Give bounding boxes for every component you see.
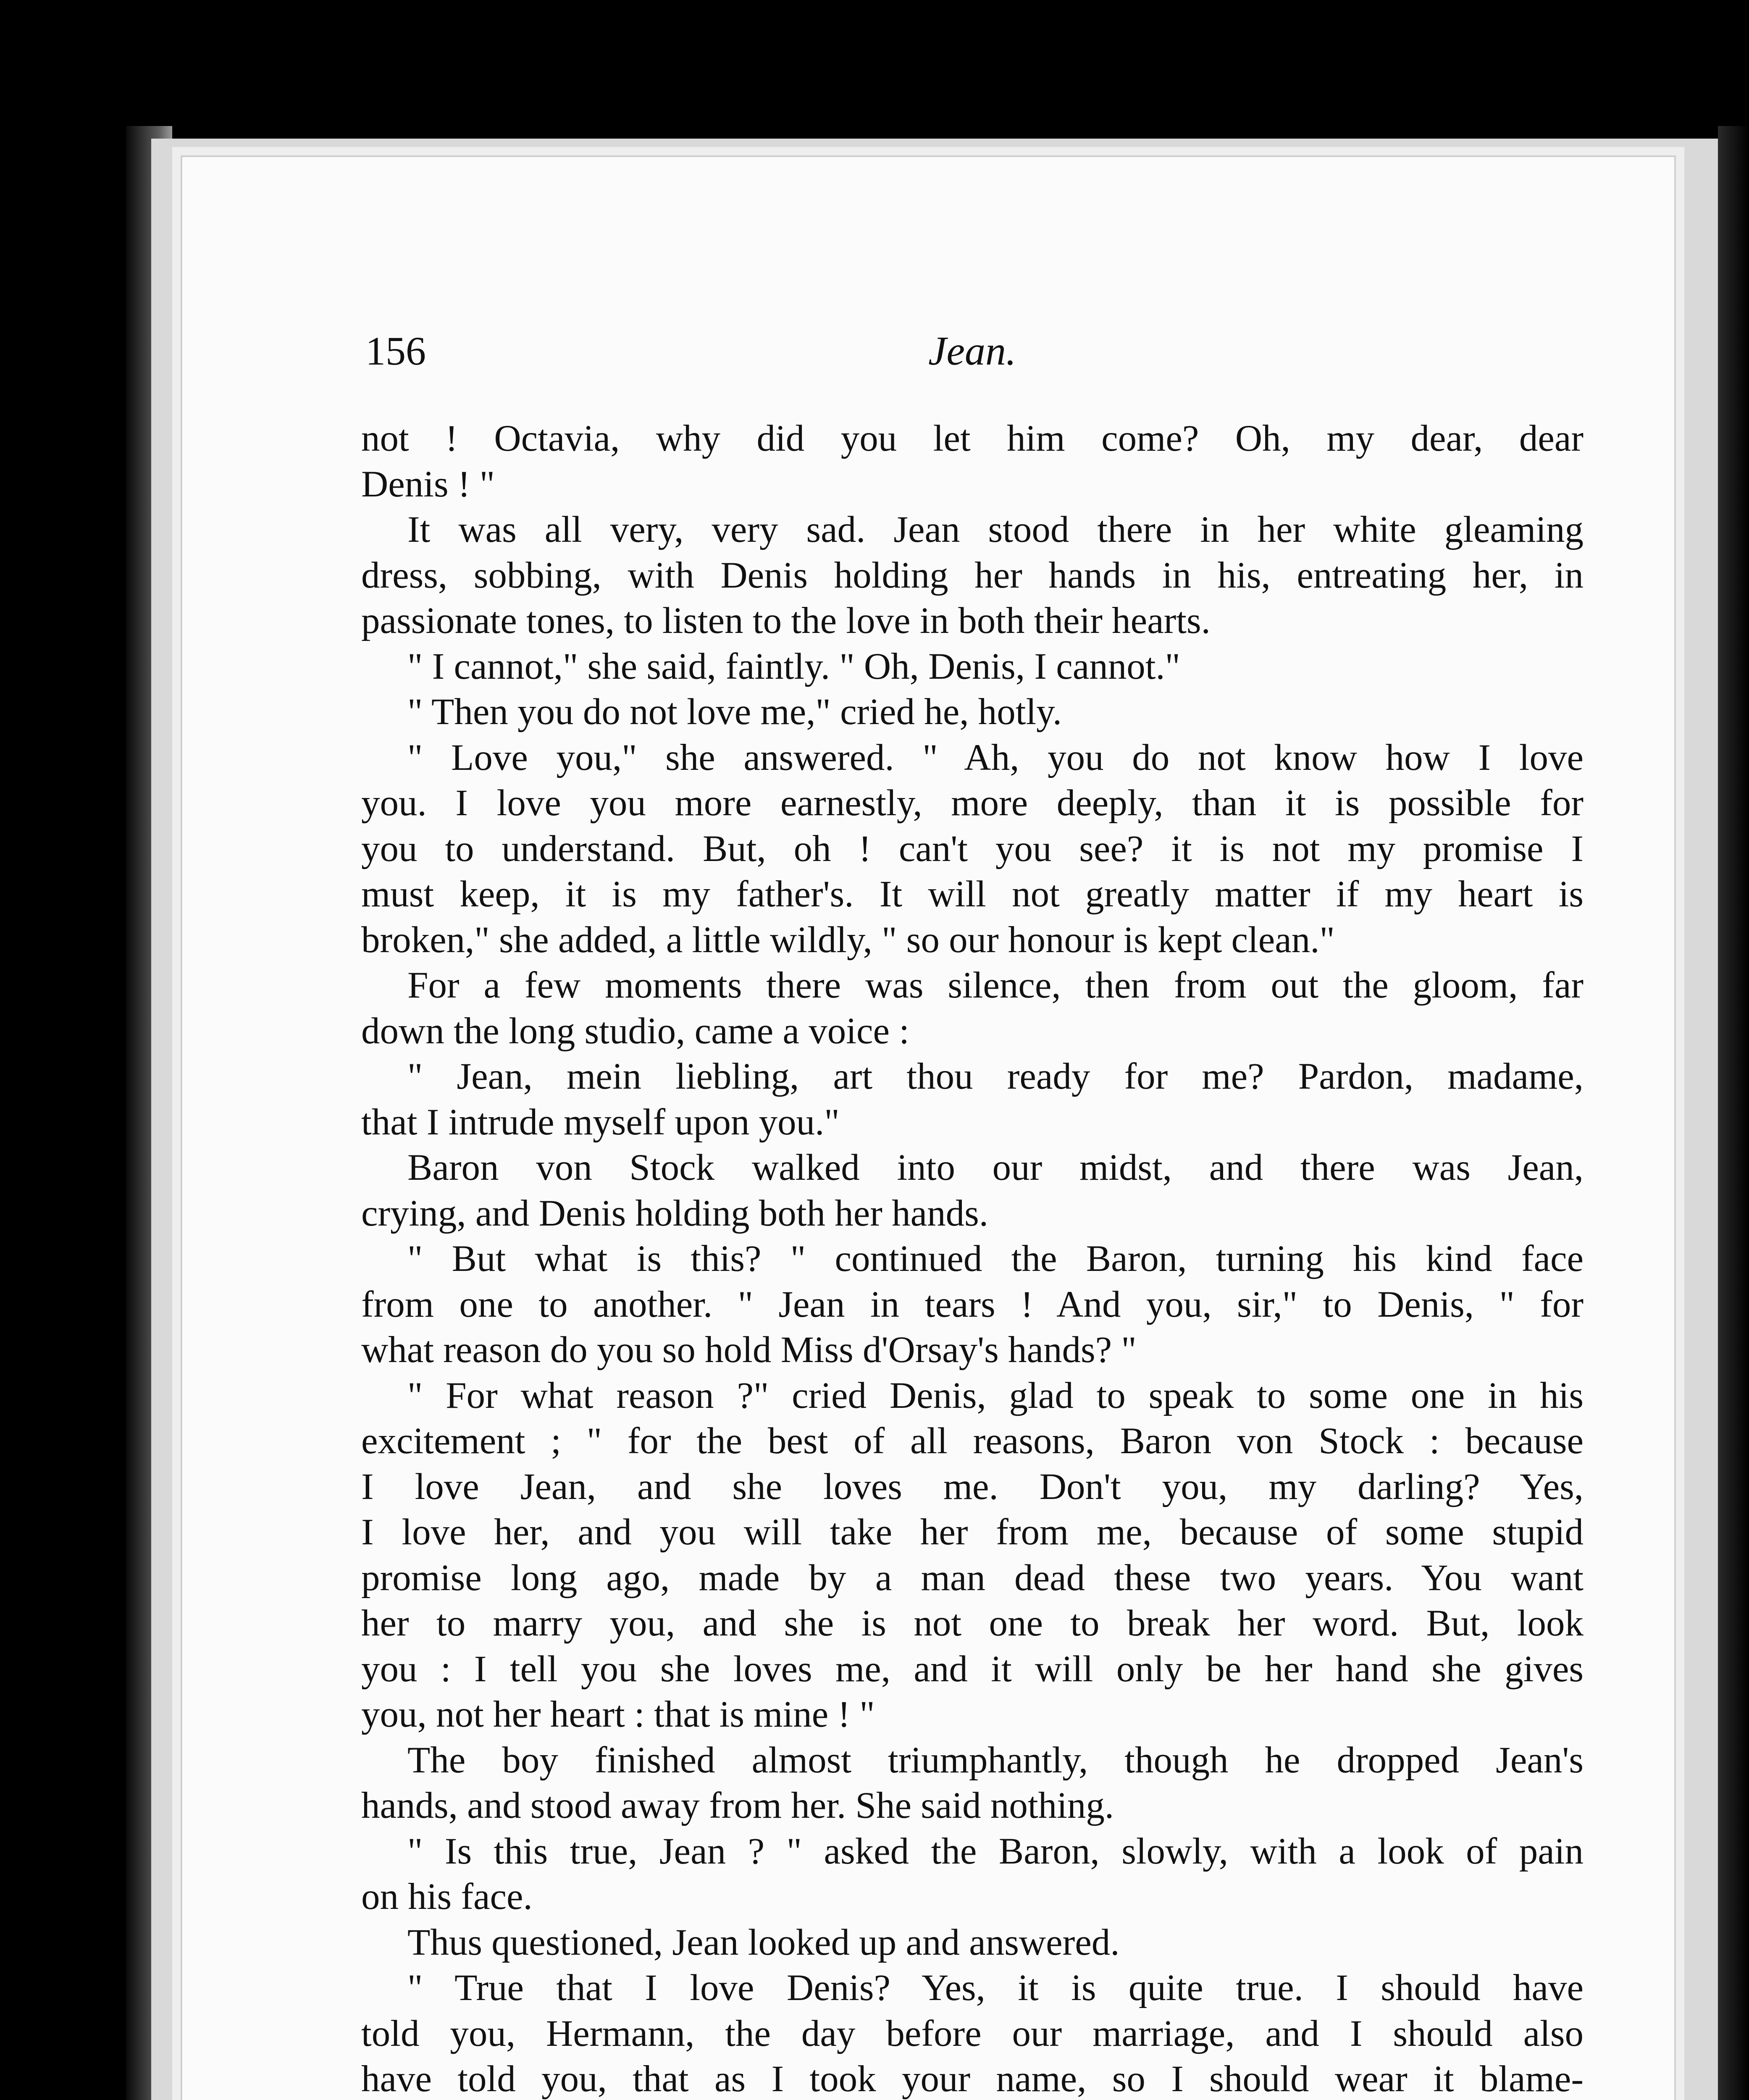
- text-line: passionate tones, to listen to the love in both their hearts.: [361, 600, 1211, 641]
- text-line: you, not her heart : that is mine ! ": [361, 1694, 875, 1735]
- text-line: must keep, it is my father's. It will not greatly matter if my heart is: [361, 874, 1584, 915]
- text-line: " For what reason ?" cried Denis, glad to speak to some one in his: [407, 1375, 1584, 1416]
- text-line: " I cannot," she said, faintly. " Oh, Denis, I cannot.": [407, 646, 1181, 687]
- text-line: Denis ! ": [361, 463, 495, 505]
- text-line: I love Jean, and she loves me. Don't you, my darling? Yes,: [361, 1466, 1584, 1507]
- text-line: Baron von Stock walked into our midst, and there was Jean,: [407, 1147, 1584, 1188]
- text-line: " Jean, mein liebling, art thou ready for me? Pardon, madame,: [407, 1056, 1584, 1097]
- text-line: not ! Octavia, why did you let him come? Oh, my dear, dear: [361, 418, 1584, 459]
- running-head: Jean.: [928, 328, 1016, 374]
- text-line: dress, sobbing, with Denis holding her hands in his, entreating her, in: [361, 554, 1584, 596]
- text-line: " True that I love Denis? Yes, it is quite true. I should have: [407, 1967, 1584, 2008]
- text-line: from one to another. " Jean in tears ! And you, sir," to Denis, " for: [361, 1284, 1584, 1325]
- text-line: " But what is this? " continued the Baron, turning his kind face: [407, 1238, 1584, 1279]
- text-line: that I intrude myself upon you.": [361, 1101, 840, 1143]
- text-line: what reason do you so hold Miss d'Orsay's hands? ": [361, 1329, 1137, 1370]
- text-line: broken," she added, a little wildly, " so our honour is kept clean.": [361, 919, 1335, 961]
- text-line: on his face.: [361, 1876, 533, 1917]
- text-line: " Love you," she answered. " Ah, you do not know how I love: [407, 737, 1584, 778]
- text-line: you to understand. But, oh ! can't you see? it is not my promise I: [361, 828, 1584, 869]
- text-line: have told you, that as I took your name, so I should wear it blame-: [361, 2058, 1584, 2100]
- text-line: It was all very, very sad. Jean stood there in her white gleaming: [407, 509, 1584, 550]
- body-text: [361, 416, 1584, 2100]
- page-header: [365, 328, 1584, 386]
- text-line: The boy finished almost triumphantly, though he dropped Jean's: [407, 1739, 1584, 1781]
- text-line: excitement ; " for the best of all reasons, Baron von Stock : because: [361, 1420, 1584, 1462]
- text-line: you : I tell you she loves me, and it will only be her hand she gives: [361, 1648, 1584, 1690]
- page-number: 156: [365, 328, 426, 373]
- text-line: down the long studio, came a voice :: [361, 1010, 910, 1052]
- text-line: her to marry you, and she is not one to break her word. But, look: [361, 1603, 1584, 1644]
- text-line: promise long ago, made by a man dead these two years. You want: [361, 1557, 1584, 1599]
- right-shadow: [1718, 126, 1749, 2100]
- text-line: you. I love you more earnestly, more deeply, than it is possible for: [361, 782, 1584, 824]
- text-line: I love her, and you will take her from me, because of some stupid: [361, 1512, 1584, 1553]
- text-line: " Is this true, Jean ? " asked the Baron, slowly, with a look of pain: [407, 1830, 1584, 1872]
- text-line: Thus questioned, Jean looked up and answered.: [407, 1922, 1120, 1963]
- text-line: " Then you do not love me," cried he, hotly.: [407, 691, 1062, 732]
- text-line: hands, and stood away from her. She said nothing.: [361, 1785, 1114, 1826]
- text-line: told you, Hermann, the day before our marriage, and I should also: [361, 2013, 1584, 2054]
- text-line: For a few moments there was silence, then from out the gloom, far: [407, 965, 1584, 1006]
- text-line: crying, and Denis holding both her hands.: [361, 1192, 988, 1234]
